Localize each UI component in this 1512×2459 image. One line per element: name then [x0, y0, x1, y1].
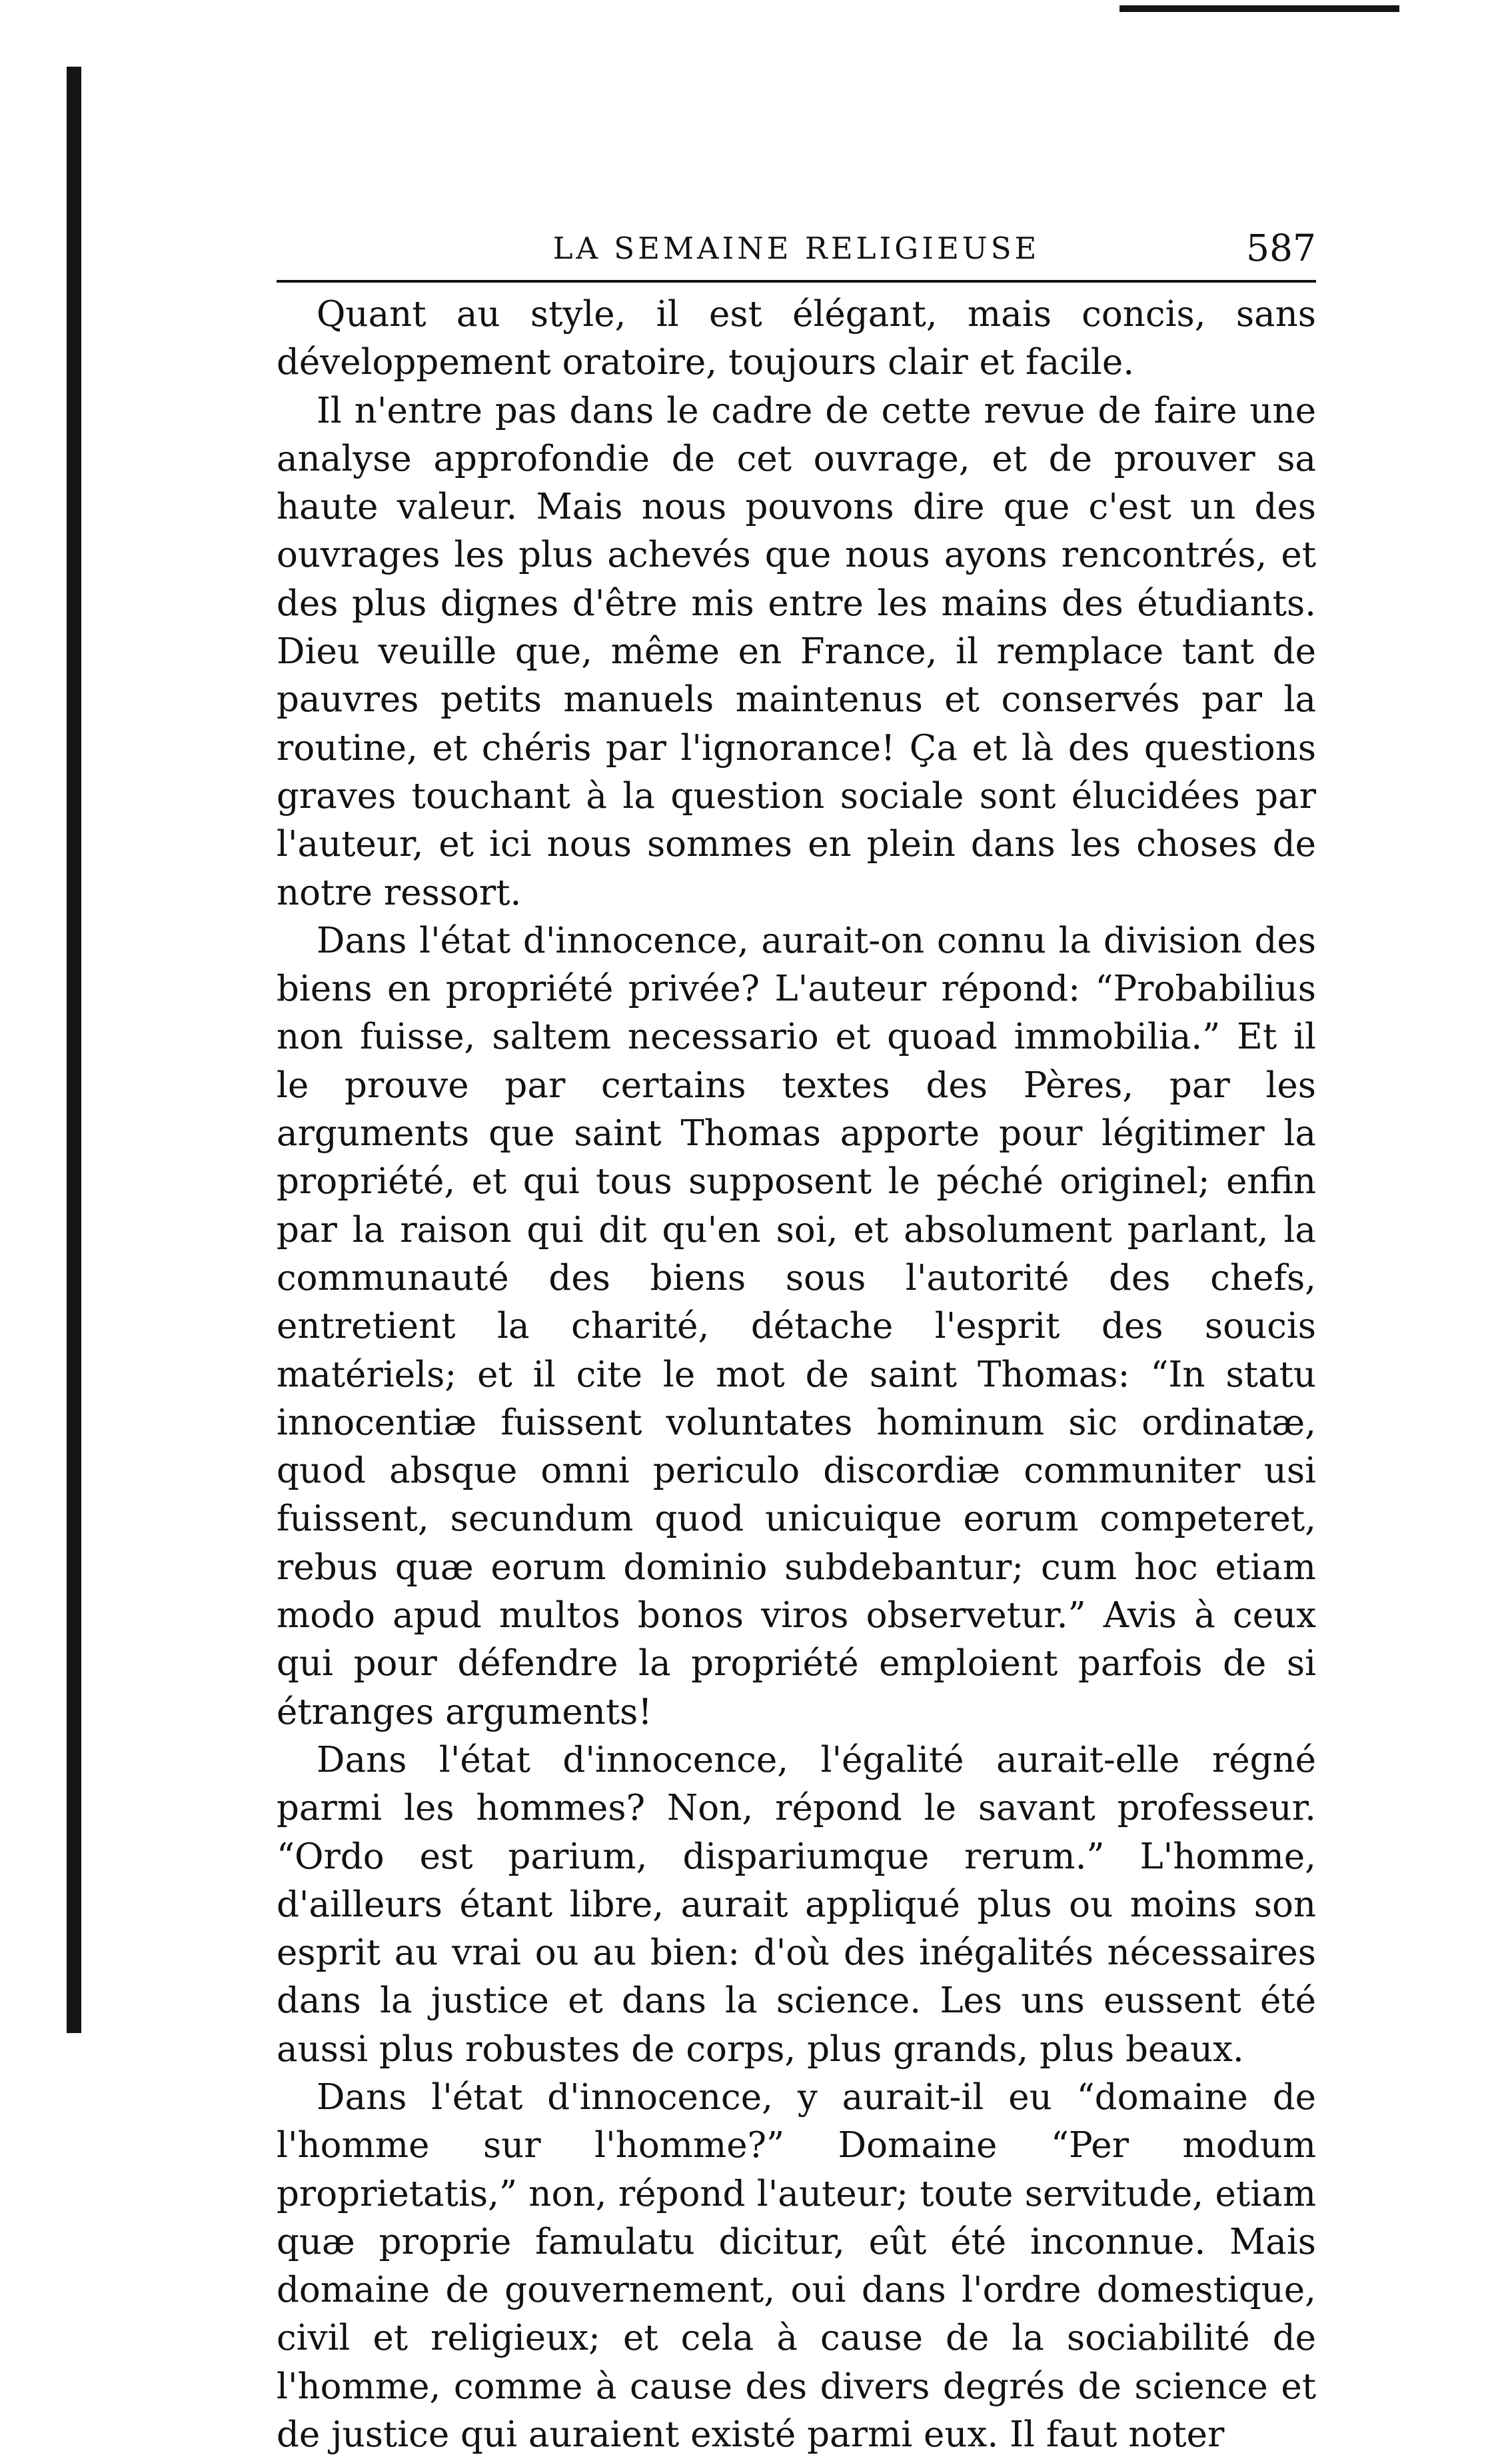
paragraph-property: Dans l'état d'innocence, aurait-on connu la division des biens en propriété privée? L'auteur répond: “Probabilius non fuisse, saltem necessario et quoad immobilia.” Et il le prouve par certains textes des Pères, par les arguments que saint Thomas apporte pour légitimer la propriété, et qui tous supposent le péché originel; enfin par la raison qui dit qu'en soi, et absolument parlant, la communauté des biens sous l'autorité des chefs, entretient la charité, détache l'esprit des soucis matériels; et il cite le mot de saint Thomas: “In statu innocentiæ fuissent voluntates hominum sic ordinatæ, quod absque omni periculo discordiæ communiter usi fuissent, secundum quod unicuique eorum competeret, rebus quæ eorum dominio subdebantur; cum hoc etiam modo apud multos bonos viros observetur.” Avis à ceux qui pour défendre la propriété emploient parfois de si étranges arguments! — [277, 920, 1316, 1732]
paragraph-analysis: Il n'entre pas dans le cadre de cette revue de faire une analyse approfondie de cet ouvrage, et de prouver sa haute valeur. Mais nous pouvons dire que c'est un des ouvrages les plus achevés que nous ayons rencontrés, et des plus dignes d'être mis entre les mains des étudiants. Dieu veuille que, même en France, il remplace tant de pauvres petits manuels maintenus et conservés par la routine, et chéris par l'ignorance! Ça et là des questions graves touchant à la question sociale sont élucidées par l'auteur, et ici nous sommes en plein dans les choses de notre ressort. — [277, 390, 1316, 913]
paragraph-domain: Dans l'état d'innocence, y aurait-il eu “domaine de l'homme sur l'homme?” Domaine “Per modum proprietatis,” non, répond l'auteur; toute servitude, etiam quæ proprie famulatu dicitur, eût été inconnue. Mais domaine de gouvernement, oui dans l'ordre domestique, civil et religieux; et cela à cause de la sociabilité de l'homme, comme à cause des divers degrés de science et de justice qui auraient existé parmi eux. Il faut noter — [277, 2076, 1316, 2456]
page-number: 587 — [1246, 227, 1316, 269]
running-title: LA SEMAINE RELIGIEUSE — [552, 231, 1040, 266]
running-header — [277, 220, 1316, 283]
book-page — [277, 220, 1316, 2459]
paragraph-equality: Dans l'état d'innocence, l'égalité aurait-elle régné parmi les hommes? Non, répond le savant professeur. “Ordo est parium, dispariumque rerum.” L'homme, d'ailleurs étant libre, aurait appliqué plus ou moins son esprit au vrai ou au bien: d'où des inégalités nécessaires dans la justice et dans la science. Les uns eussent été aussi plus robustes de corps, plus grands, plus beaux. — [277, 1739, 1316, 2070]
scan-binding-shadow — [67, 67, 81, 2033]
body-text — [277, 291, 1316, 2459]
paragraph-style: Quant au style, il est élégant, mais concis, sans développement oratoire, toujours clair et facile. — [277, 294, 1316, 383]
scan-top-mark — [1120, 5, 1399, 12]
